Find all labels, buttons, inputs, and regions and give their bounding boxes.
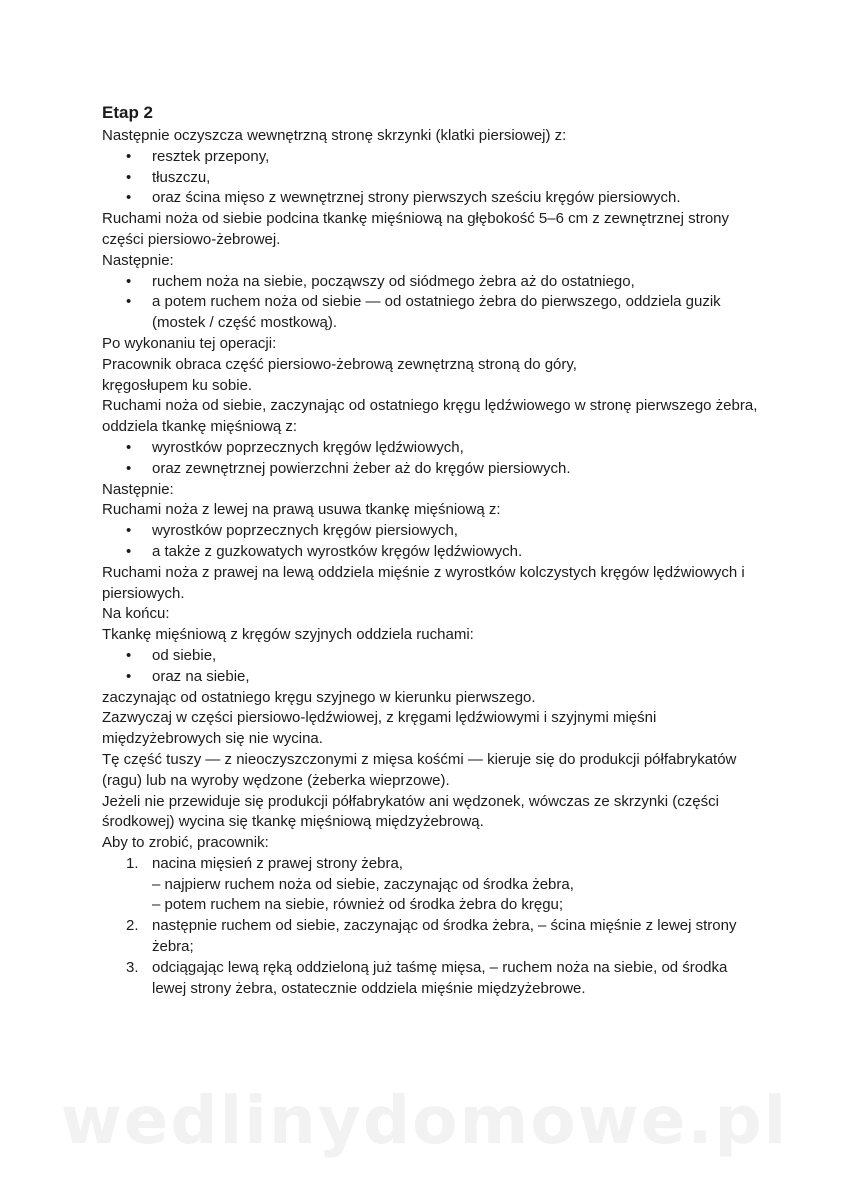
- bullet-list-knife-moves: [102, 272, 762, 334]
- bullet-icon: •: [126, 189, 132, 207]
- paragraph: Ruchami noża z lewej na prawą usuwa tkankę mięśniową z:: [102, 501, 501, 519]
- list-item: • tłuszczu,: [102, 168, 762, 189]
- label-next: Następnie:: [102, 251, 174, 269]
- section-heading: Etap 2: [102, 103, 154, 122]
- label-next: Następnie:: [102, 480, 174, 498]
- step-item: 2. następnie ruchem od siebie, zaczynając od środka żebra, – ścina mięśnie z lewej strony żebra;: [126, 917, 737, 956]
- paragraph: Tkankę mięśniową z kręgów szyjnych oddziela ruchami:: [102, 626, 474, 644]
- bullet-icon: •: [126, 542, 132, 560]
- paragraph: Ruchami noża od siebie podcina tkankę mięśniową na głębokość 5–6 cm z zewnętrznej strony części piersiowo-żebrowej.: [102, 210, 730, 248]
- step-number: 3.: [126, 958, 139, 976]
- paragraph: Ruchami noża od siebie, zaczynając od ostatniego kręgu lędźwiowego w stronę pierwszego żebra, oddziela tkankę mięśniową z:: [102, 397, 758, 436]
- list-item: • oraz zewnętrznej powierzchni żeber aż do kręgów piersiowych.: [102, 459, 762, 480]
- paragraph: Aby to zrobić, pracownik:: [102, 834, 269, 852]
- bullet-icon: •: [126, 293, 132, 311]
- bullet-icon: •: [126, 522, 132, 540]
- list-item: • a potem ruchem noża od siebie — od ostatniego żebra do pierwszego, oddziela guzik (mostek / część mostkową).: [126, 293, 721, 332]
- numbered-steps: [102, 854, 762, 1000]
- bullet-list-cleaning: [102, 147, 762, 209]
- step-item: 1. nacina mięsień z prawej strony żebra, – najpierw ruchem noża od siebie, zaczynając od środka żebra, – potem ruchem na siebie, również od środka żebra do kręgu;: [102, 854, 762, 916]
- bullet-icon: •: [126, 459, 132, 477]
- paragraph: Pracownik obraca część piersiowo-żebrową zewnętrzną stroną do góry,: [102, 355, 577, 373]
- paragraph: Zazwyczaj w części piersiowo-lędźwiowej, z kręgami lędźwiowymi i szyjnymi mięśni międzyżebrowych się nie wycina.: [102, 709, 657, 748]
- paragraph: kręgosłupem ku sobie.: [102, 376, 253, 394]
- paragraph: Tę część tuszy — z nieoczyszczonymi z mięsa kośćmi — kieruje się do produkcji półfabrykatów (ragu) lub na wyroby wędzone (żeberka wieprzowe).: [102, 750, 737, 789]
- intro-paragraph: Następnie oczyszcza wewnętrzną stronę skrzynki (klatki piersiowej) z:: [102, 127, 567, 144]
- bullet-list-lumbar: [102, 438, 762, 480]
- list-item: • wyrostków poprzecznych kręgów piersiowych,: [102, 521, 762, 542]
- bullet-list-cervical: [102, 646, 762, 688]
- list-item: • wyrostków poprzecznych kręgów lędźwiowych,: [102, 438, 762, 459]
- step-number: 1.: [126, 854, 139, 872]
- list-item: • oraz na siebie,: [102, 667, 762, 688]
- paragraph: zaczynając od ostatniego kręgu szyjnego w kierunku pierwszego.: [102, 688, 536, 706]
- list-item: • ruchem noża na siebie, począwszy od siódmego żebra aż do ostatniego,: [102, 272, 762, 293]
- list-item: • od siebie,: [102, 646, 762, 667]
- watermark: wedlinydomowe.pl: [60, 1082, 789, 1159]
- list-item: • a także z guzkowatych wyrostków kręgów lędźwiowych.: [102, 542, 762, 563]
- label-end: Na końcu:: [102, 605, 170, 623]
- document-body: [102, 102, 762, 999]
- bullet-icon: •: [126, 272, 132, 290]
- bullet-icon: •: [126, 147, 132, 165]
- list-item: • resztek przepony,: [102, 147, 762, 168]
- step-item: 3. odciągając lewą ręką oddzieloną już taśmę mięsa, – ruchem noża na siebie, od środka lewej strony żebra, ostatecznie oddziela mięśnie międzyżebrowe.: [126, 958, 728, 997]
- bullet-list-thoracic: [102, 521, 762, 563]
- bullet-icon: •: [126, 438, 132, 456]
- list-item: • oraz ścina mięso z wewnętrznej strony pierwszych sześciu kręgów piersiowych.: [102, 188, 762, 209]
- bullet-icon: •: [126, 667, 132, 685]
- bullet-icon: •: [126, 168, 132, 186]
- label-after: Po wykonaniu tej operacji:: [102, 334, 277, 352]
- bullet-icon: •: [126, 646, 132, 664]
- step-number: 2.: [126, 917, 139, 935]
- step-substep: – potem ruchem na siebie, również od środka żebra do kręgu;: [152, 896, 564, 914]
- step-substep: – najpierw ruchem noża od siebie, zaczynając od środka żebra,: [152, 875, 574, 893]
- paragraph: Jeżeli nie przewiduje się produkcji półfabrykatów ani wędzonek, wówczas ze skrzynki (części środkowej) wycina się tkankę mięśniową międzyżebrową.: [102, 792, 719, 831]
- paragraph: Ruchami noża z prawej na lewą oddziela mięśnie z wyrostków kolczystych kręgów lędźwiowych i piersiowych.: [102, 563, 745, 602]
